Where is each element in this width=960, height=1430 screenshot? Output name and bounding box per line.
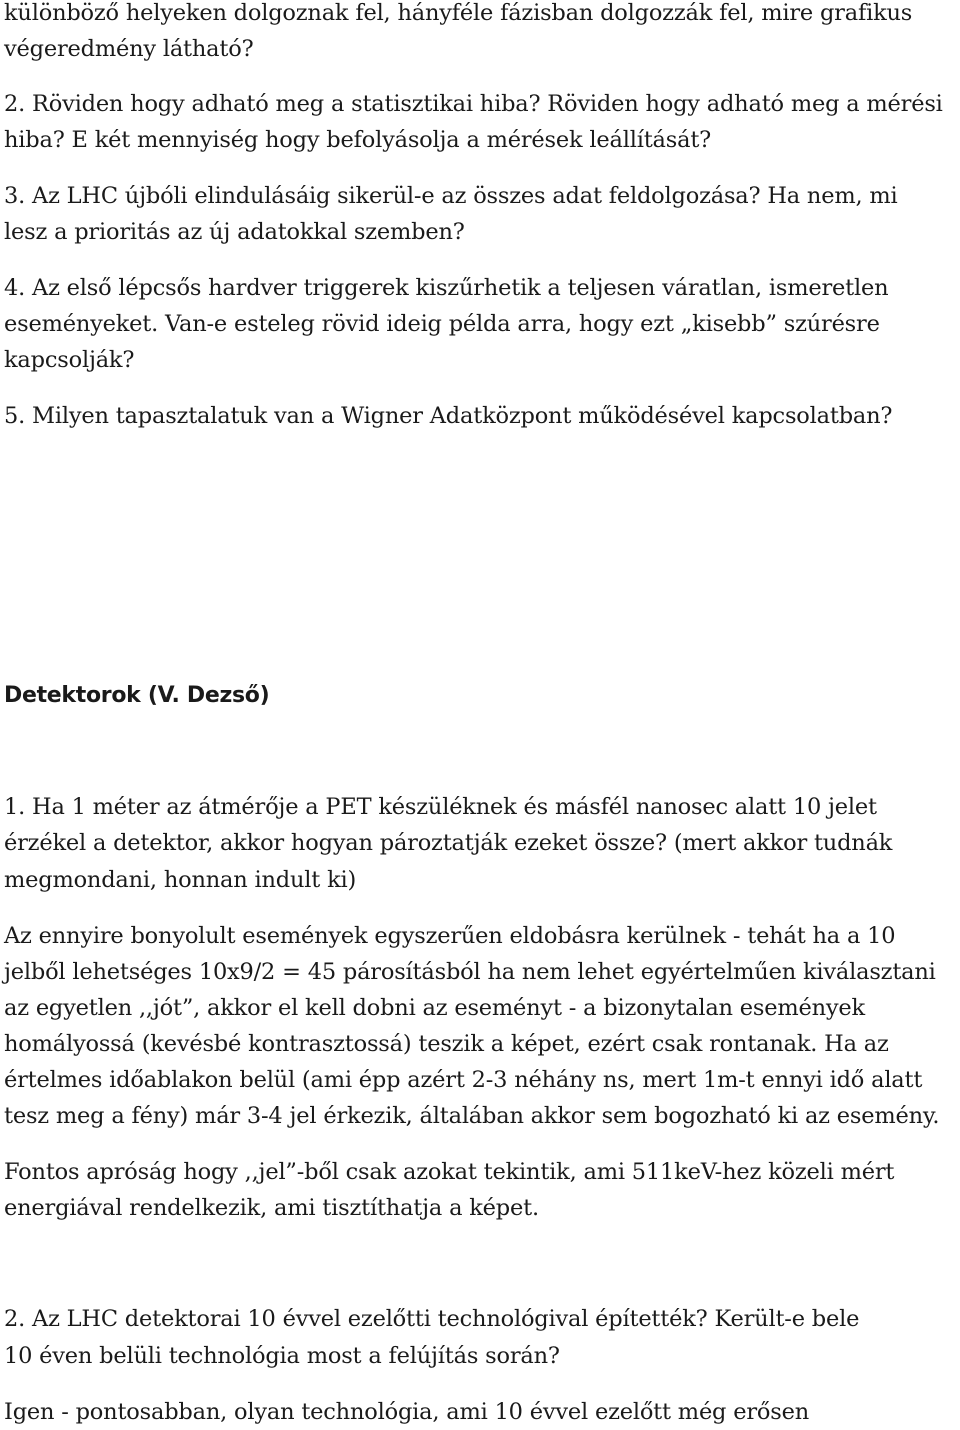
text-line: megmondani, honnan indult ki) bbox=[4, 867, 357, 893]
question-4-line: 4. Az első lépcsős hardver triggerek kiszűrhetik a teljesen váratlan, ismeretlen bbox=[4, 275, 889, 301]
text-line: homályossá (kevésbé kontrasztossá) teszik a képet, ezért csak rontanak. Ha az bbox=[4, 1031, 889, 1057]
text-line: érzékel a detektor, akkor hogyan pároztatják ezeket össze? (mert akkor tudnák bbox=[4, 830, 893, 856]
text-line: hiba? E két mennyiség hogy befolyásolja a mérések leállítását? bbox=[4, 127, 712, 153]
text-line: az egyetlen ,,jót”, akkor el kell dobni az eseményt - a bizonytalan események bbox=[4, 995, 865, 1021]
question-2-line: 2. Az LHC detektorai 10 évvel ezelőtti technológival építették? Került-e bele bbox=[4, 1306, 860, 1332]
text-line: lesz a prioritás az új adatokkal szemben? bbox=[4, 219, 465, 245]
question-2-line: 2. Röviden hogy adható meg a statisztikai hiba? Röviden hogy adható meg a mérési bbox=[4, 91, 943, 117]
text-line: energiával rendelkezik, ami tisztíthatja a képet. bbox=[4, 1195, 539, 1221]
note-line: Fontos apróság hogy ,,jel”-ből csak azokat tekintik, ami 511keV-hez közeli mért bbox=[4, 1159, 895, 1185]
text-line: különböző helyeken dolgoznak fel, hányféle fázisban dolgozzák fel, mire grafikus bbox=[4, 0, 913, 26]
text-line: kapcsolják? bbox=[4, 347, 135, 373]
text-line: végeredmény látható? bbox=[4, 36, 254, 62]
text-line: eseményeket. Van-e esteleg rövid ideig példa arra, hogy ezt „kisebb” szúrésre bbox=[4, 311, 880, 337]
text-line: tesz meg a fény) már 3-4 jel érkezik, általában akkor sem bogozható ki az esemény. bbox=[4, 1103, 940, 1129]
answer-line: Az ennyire bonyolult események egyszerűen eldobásra kerülnek - tehát ha a 10 bbox=[4, 923, 896, 949]
answer-line: Igen - pontosabban, olyan technológia, ami 10 évvel ezelőtt még erősen bbox=[4, 1399, 809, 1425]
text-line: értelmes időablakon belül (ami épp azért 2-3 néhány ns, mert 1m-t ennyi idő alatt bbox=[4, 1067, 923, 1093]
question-5-line: 5. Milyen tapasztalatuk van a Wigner Adatközpont működésével kapcsolatban? bbox=[4, 403, 893, 429]
text-line: 10 éven belüli technológia most a felújítás során? bbox=[4, 1343, 560, 1369]
question-1-line: 1. Ha 1 méter az átmérője a PET készüléknek és másfél nanosec alatt 10 jelet bbox=[4, 794, 877, 820]
question-3-line: 3. Az LHC újbóli elindulásáig sikerül-e az összes adat feldolgozása? Ha nem, mi bbox=[4, 183, 898, 209]
section-heading: Detektorok (V. Dezső) bbox=[4, 683, 270, 708]
text-line: jelből lehetséges 10x9/2 = 45 párosításból ha nem lehet egyértelműen kiválasztani bbox=[4, 959, 936, 985]
